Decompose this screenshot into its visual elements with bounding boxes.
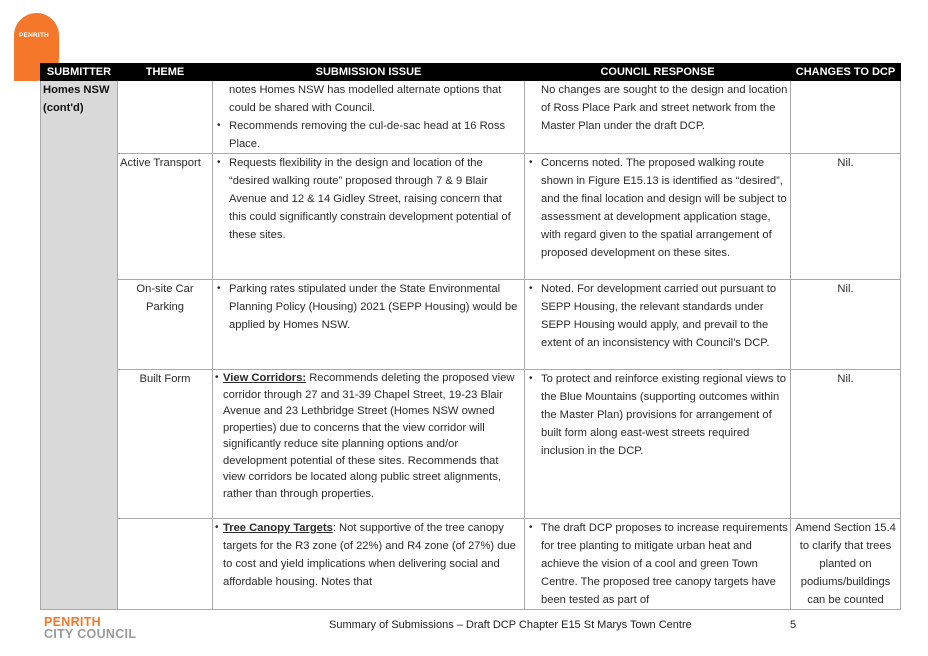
table-row — [41, 370, 901, 519]
changes-cell: Nil. — [791, 154, 901, 280]
response-text: Concerns noted. The proposed walking route shown in Figure E15.13 is identified as “desired”, and the final location and design will be subject to assessment at development application stage, with regard given to the spatial arrangement of proposed development on these sites. — [541, 157, 787, 259]
theme-cell — [118, 81, 213, 154]
changes-cell: Nil. — [791, 370, 901, 519]
page-number: 5 — [790, 619, 797, 631]
header-changes-to-dcp: CHANGES TO DCP — [791, 64, 901, 81]
response-cell — [525, 370, 791, 519]
issue-text: Parking rates stipulated under the State Environmental Planning Policy (Housing) 2021 (SEPP Housing) would be applied by Homes NSW. — [229, 283, 518, 331]
table-row — [41, 280, 901, 370]
footer-document-title: Summary of Submissions – Draft DCP Chapter E15 St Marys Town Centre — [329, 619, 692, 631]
response-cell — [525, 280, 791, 370]
penrith-city-council-logo — [44, 616, 136, 640]
view-corridors-heading: View Corridors: — [223, 372, 307, 384]
issue-cell — [213, 280, 525, 370]
tree-canopy-heading: Tree Canopy Targets — [223, 522, 333, 534]
response-cell — [525, 81, 791, 154]
table-row — [41, 81, 901, 154]
changes-cell: Amend Section 15.4 to clarify that trees planted on podiums/buildings can be counted — [791, 519, 901, 610]
issue-cell — [213, 154, 525, 280]
response-text: Noted. For development carried out pursuant to SEPP Housing, the relevant standards under SEPP Housing would apply, and prevail to the extent of an inconsistency with Council’s DCP. — [541, 283, 777, 349]
response-text: No changes are sought to the design and location of Ross Place Park and street network from the Master Plan under the draft DCP. — [541, 84, 788, 132]
theme-cell: Built Form — [118, 370, 213, 519]
response-cell — [525, 519, 791, 610]
footer-logo-line2: CITY COUNCIL — [44, 627, 137, 641]
header-submission-issue: SUBMISSION ISSUE — [213, 64, 525, 81]
bullet-icon: • — [217, 283, 221, 294]
response-text: The draft DCP proposes to increase requirements for tree planting to mitigate urban heat and achieve the vision of a cool and green Town Centre. The proposed tree canopy targets have been tested as part of — [541, 522, 788, 606]
table-row — [41, 519, 901, 610]
bullet-icon: • — [217, 120, 221, 131]
issue-text: Recommends deleting the proposed view corridor through 27 and 31-39 Chapel Street, 19-23 Blair Avenue and 23 Lethbridge Street (Homes NSW owned properties) due to concerns that the view corridor will significantly reduce site planning options and/or development potential of these sites. Recommends that view corridors be located along public street alignments, rather than through properties. — [223, 372, 515, 500]
bullet-icon: • — [215, 522, 219, 533]
issue-text: : Not supportive of the tree canopy targets for the R3 zone (of 22%) and R4 zone (of 27%) due to cost and yield implications when delivering social and affordable housing. Notes that — [223, 522, 516, 588]
issue-text: notes Homes NSW has modelled alternate options that could be shared with Council. — [229, 84, 502, 114]
issue-bullet: Recommends removing the cul-de-sac head at 16 Ross Place. — [229, 120, 506, 150]
issue-cell — [213, 519, 525, 610]
issue-cell — [213, 370, 525, 519]
bullet-icon: • — [529, 157, 533, 168]
table-header-row — [41, 64, 901, 81]
submitter-cell: Homes NSW (cont'd) — [41, 81, 118, 610]
table-row — [41, 154, 901, 280]
bullet-icon: • — [217, 157, 221, 168]
bullet-icon: • — [529, 373, 533, 384]
logo-tab-text: PENRITH — [19, 32, 49, 39]
changes-cell: Nil. — [791, 280, 901, 370]
bullet-icon: • — [529, 283, 533, 294]
footer-logo-line1: PENRITH — [44, 615, 101, 629]
response-text: To protect and reinforce existing regional views to the Blue Mountains (supporting outcomes within the Master Plan) provisions for arrangement of built form along east-west streets required inclusion in the DCP. — [541, 373, 787, 457]
response-cell — [525, 154, 791, 280]
theme-cell: On-site Car Parking — [118, 280, 213, 370]
header-submitter: SUBMITTER — [41, 64, 118, 81]
changes-cell — [791, 81, 901, 154]
header-theme: THEME — [118, 64, 213, 81]
theme-cell — [118, 519, 213, 610]
submissions-table — [40, 63, 901, 610]
theme-cell: Active Transport — [118, 154, 213, 280]
issue-text: Requests flexibility in the design and location of the “desired walking route” proposed through 7 & 9 Blair Avenue and 12 & 14 Gidley Street, raising concern that this could significantly constrain development potential of these sites. — [229, 157, 511, 241]
bullet-icon: • — [215, 372, 219, 383]
issue-cell — [213, 81, 525, 154]
header-council-response: COUNCIL RESPONSE — [525, 64, 791, 81]
bullet-icon: • — [529, 522, 533, 533]
